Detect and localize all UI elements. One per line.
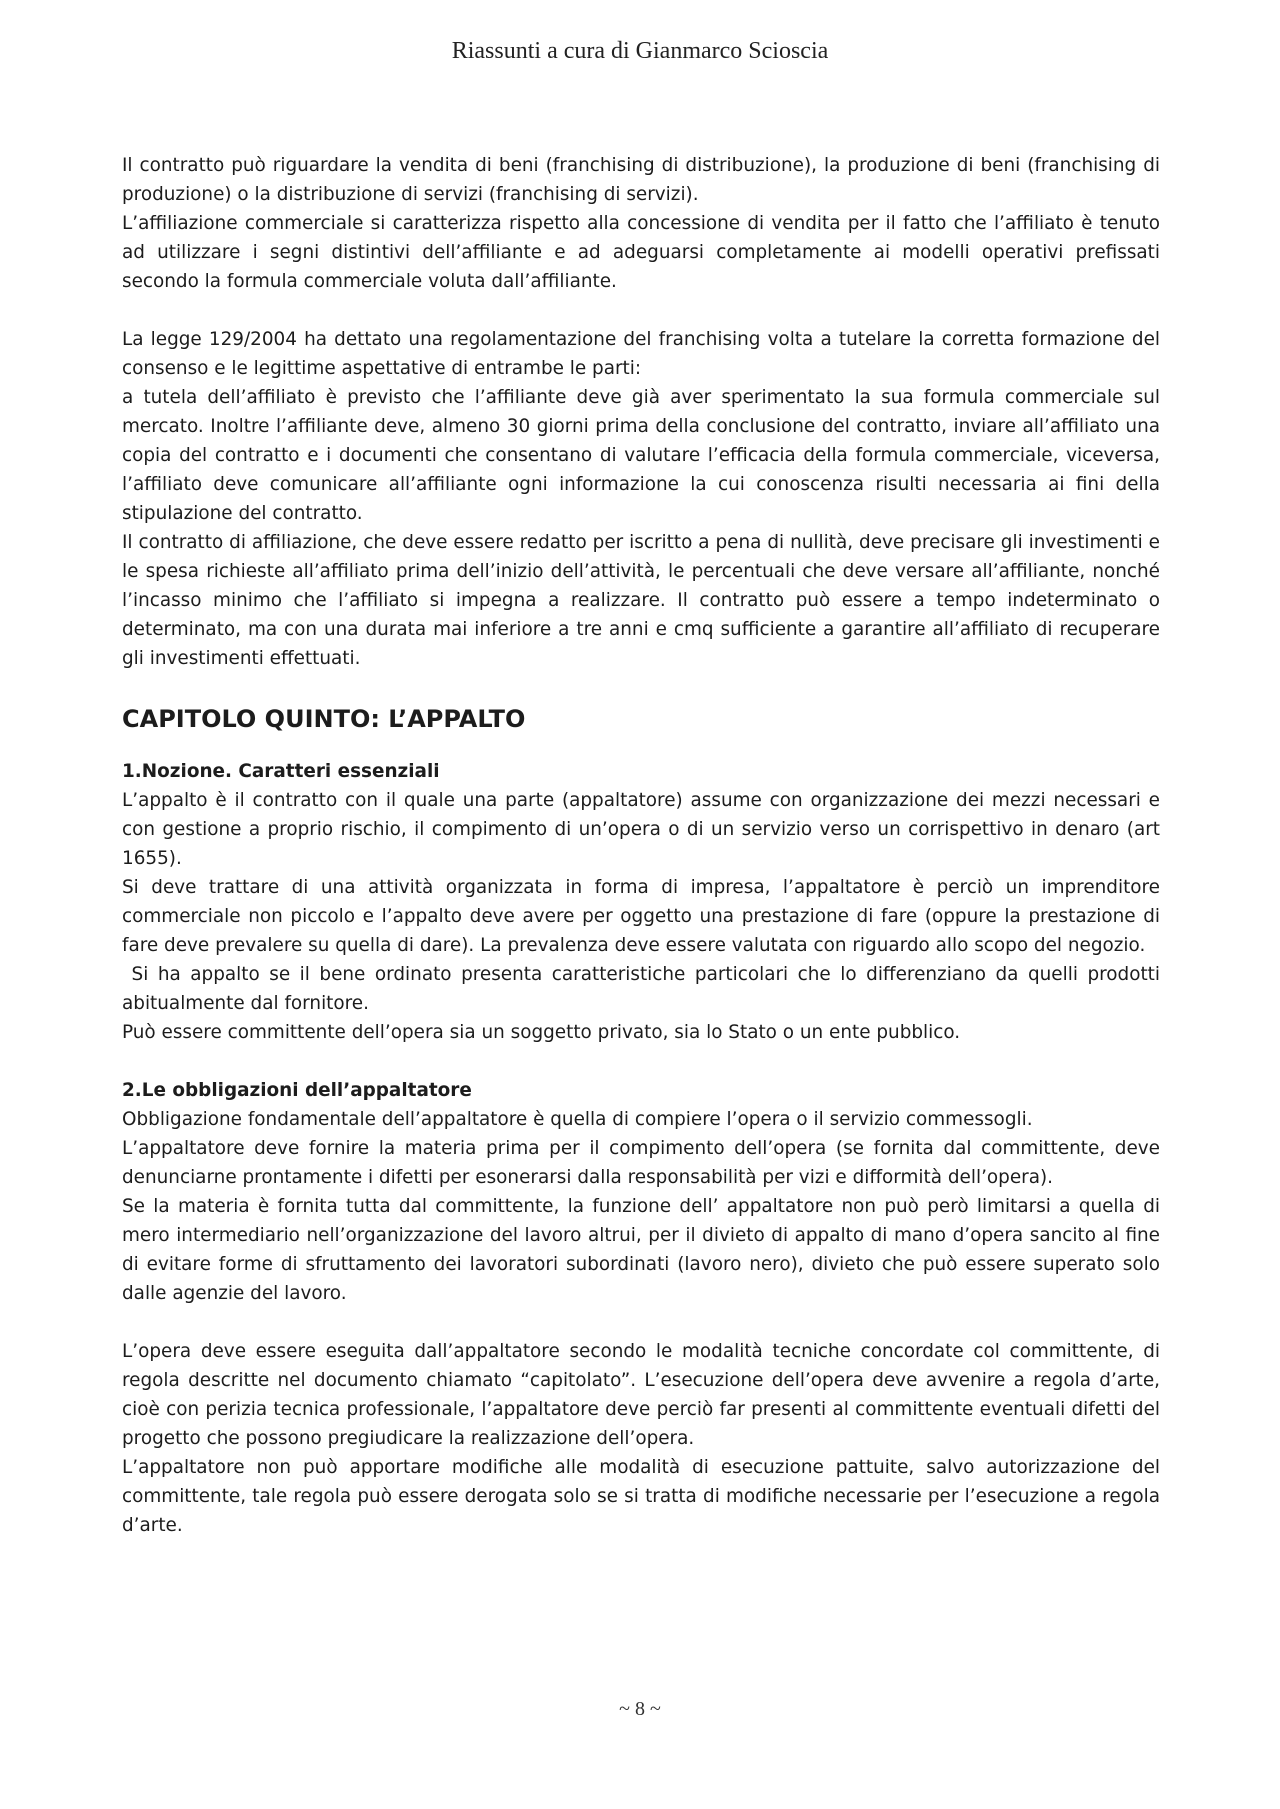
- section-title: 2.Le obbligazioni dell’appaltatore: [122, 1080, 472, 1101]
- paragraph: L’appaltatore non può apportare modifiche alle modalità di esecuzione pattuite, salvo autorizzazione del committente, tale regola può essere derogata solo se si tratta di modifiche necessarie per l’esecuzione a regola d’arte.: [122, 1457, 1160, 1536]
- page-header: Riassunti a cura di Gianmarco Scioscia: [451, 38, 829, 64]
- paragraph: Si ha appalto se il bene ordinato presenta caratteristiche particolari che lo differenziano da quelli prodotti abitualmente dal fornitore.: [122, 964, 1166, 1014]
- paragraph: Può essere committente dell’opera sia un soggetto privato, sia lo Stato o un ente pubblico.: [122, 1022, 961, 1043]
- chapter-title: CAPITOLO QUINTO: L’APPALTO: [122, 705, 526, 733]
- section-title: 1.Nozione. Caratteri essenziali: [122, 761, 440, 782]
- paragraph: L’affiliazione commerciale si caratterizza rispetto alla concessione di vendita per il fatto che l’affiliato è tenuto ad utilizzare i segni distintivi dell’affiliante e ad adeguarsi completamente ai modelli operativi prefissati secondo la formula commerciale voluta dall’affiliante.: [122, 213, 1160, 292]
- paragraph: Se la materia è fornita tutta dal committente, la funzione dell’ appaltatore non può però limitarsi a quella di mero intermediario nell’organizzazione del lavoro altrui, per il divieto di appalto di mano d’opera sancito al fine di evitare forme di sfruttamento dei lavoratori subordinati (lavoro nero), divieto che può essere superato solo dalle agenzie del lavoro.: [122, 1196, 1160, 1304]
- paragraph: Si deve trattare di una attività organizzata in forma di impresa, l’appaltatore è perciò un imprenditore commerciale non piccolo e l’appalto deve avere per oggetto una prestazione di fare (oppure la prestazione di fare deve prevalere su quella di dare). La prevalenza deve essere valutata con riguardo allo scopo del negozio.: [122, 877, 1160, 956]
- paragraph: Il contratto di affiliazione, che deve essere redatto per iscritto a pena di nullità, deve precisare gli investimenti e le spesa richieste all’affiliato prima dell’inizio dell’attività, le percentuali che deve versare all’affiliante, nonché l’incasso minimo che l’affiliato si impegna a realizzare. Il contratto può essere a tempo indeterminato o determinato, ma con una durata mai inferiore a tre anni e cmq sufficiente a garantire all’affiliato di recuperare gli investimenti effettuati.: [122, 532, 1160, 669]
- paragraph-gap: [122, 1047, 1160, 1076]
- paragraph: L’appalto è il contratto con il quale una parte (appaltatore) assume con organizzazione dei mezzi necessari e con gestione a proprio rischio, il compimento di un’opera o di un servizio verso un corrispettivo in denaro (art 1655).: [122, 790, 1160, 869]
- paragraph: Obbligazione fondamentale dell’appaltatore è quella di compiere l’opera o il servizio commessogli.: [122, 1109, 1033, 1130]
- paragraph: Il contratto può riguardare la vendita di beni (franchising di distribuzione), la produzione di beni (franchising di produzione) o la distribuzione di servizi (franchising di servizi).: [122, 155, 1160, 205]
- paragraph-gap: [122, 296, 1160, 325]
- paragraph: La legge 129/2004 ha dettato una regolamentazione del franchising volta a tutelare la corretta formazione del consenso e le legittime aspettative di entrambe le parti:: [122, 329, 1160, 379]
- paragraph: L’appaltatore deve fornire la materia prima per il compimento dell’opera (se fornita dal committente, deve denunciarne prontamente i difetti per esonerarsi dalla responsabilità per vizi e difformità dell’opera).: [122, 1138, 1160, 1188]
- page-content: [122, 151, 1166, 1540]
- paragraph: L’opera deve essere eseguita dall’appaltatore secondo le modalità tecniche concordate col committente, di regola descritte nel documento chiamato “capitolato”. L’esecuzione dell’opera deve avvenire a regola d’arte, cioè con perizia tecnica professionale, l’appaltatore deve perciò far presenti al committente eventuali difetti del progetto che possono pregiudicare la realizzazione dell’opera.: [122, 1341, 1160, 1449]
- paragraph: a tutela dell’affiliato è previsto che l’affiliante deve già aver sperimentato la sua formula commerciale sul mercato. Inoltre l’affiliante deve, almeno 30 giorni prima della conclusione del contratto, inviare all’affiliato una copia del contratto e i documenti che consentano di valutare l’efficacia della formula commerciale, viceversa, l’affiliato deve comunicare all’affiliante ogni informazione la cui conoscenza risulti necessaria ai fini della stipulazione del contratto.: [122, 387, 1160, 524]
- page-number: ~ 8 ~: [619, 1698, 661, 1720]
- paragraph-gap: [122, 1308, 1160, 1337]
